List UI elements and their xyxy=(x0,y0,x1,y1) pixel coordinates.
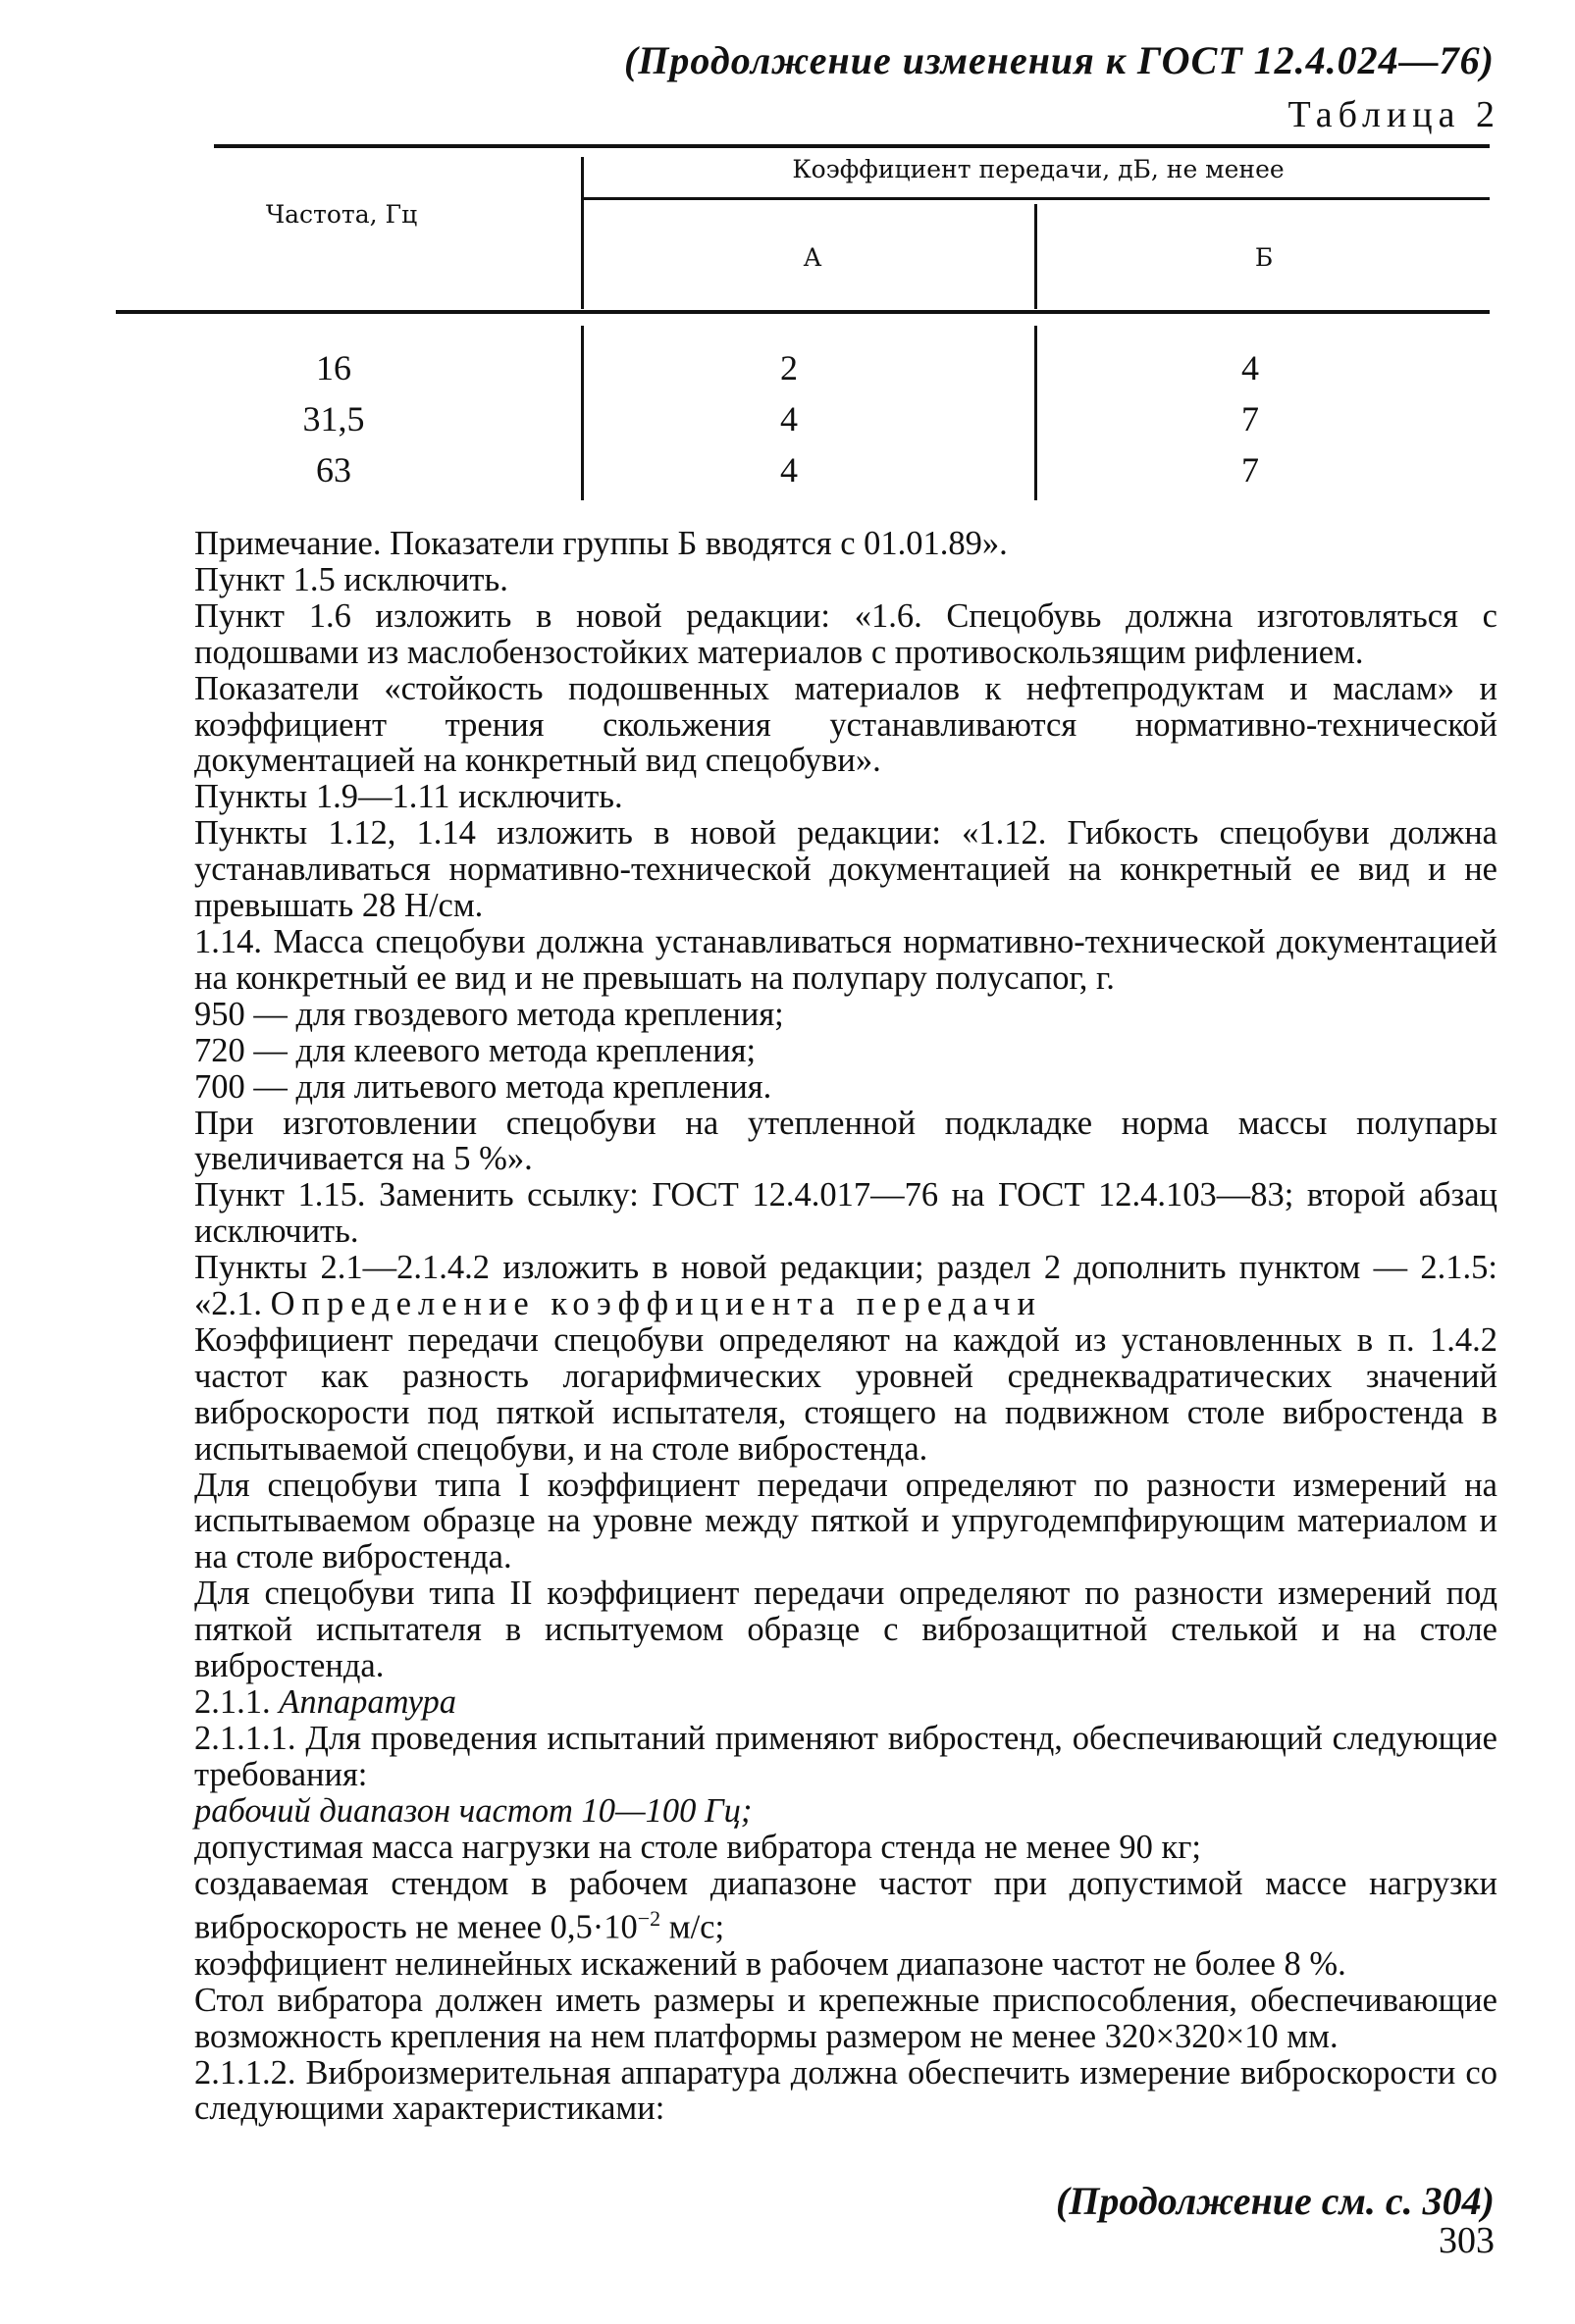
row-1-a: 2 xyxy=(780,348,798,387)
section-heading-transfer: Определение коэффициента передачи xyxy=(270,1285,1042,1323)
section-heading-apparatus: Аппаратура xyxy=(279,1683,456,1721)
paragraph-2-1-1 xyxy=(194,1684,1497,1721)
continuation-header: (Продолжение изменения к ГОСТ 12.4.024—76) xyxy=(623,38,1495,82)
table-col-divider-2-body xyxy=(1034,326,1037,500)
header-col-b: Б xyxy=(1254,243,1274,272)
paragraph-p1-12: Пункты 1.12, 1.14 изложить в новой редакции: «1.12. Гибкость спецобуви должна устанавливаться нормативно-технической документацией на конкретный ее вид и не превышать 28 Н/см. xyxy=(194,814,1497,925)
row-1-b: 4 xyxy=(1241,348,1259,387)
section-number-2-1-1: 2.1.1. xyxy=(194,1683,271,1721)
list-item-720: 720 — для клеевого метода крепления; xyxy=(194,1031,757,1069)
paragraph-p1-14: 1.14. Масса спецобуви должна устанавливаться нормативно-технической документацией на конкретный ее вид и не превышать на полупару полусапог, г. xyxy=(194,922,1497,997)
paragraph-insulated: При изготовлении спецобуви на утепленной подкладке норма массы полупары увеличивается на 5 %». xyxy=(194,1104,1497,1178)
row-2-frequency: 31,5 xyxy=(302,399,365,439)
paragraph-p1-6: Пункт 1.6 изложить в новой редакции: «1.6. Спецобувь должна изготовляться с подошвами из маслобензостойких материалов с противоскользящим рифлением. xyxy=(194,596,1497,671)
table-header-inner-rule xyxy=(581,197,1490,200)
vibration-velocity-text: создаваемая стендом в рабочем диапазоне частот при допустимой массе нагрузки виброскорость не менее 0,5·10 xyxy=(194,1864,1497,1946)
paragraph-table-size: Стол вибратора должен иметь размеры и крепежные приспособления, обеспечивающие возможность крепления на нем платформы размером не менее 320×320×10 мм. xyxy=(194,1981,1497,2055)
list-item-700: 700 — для литьевого метода крепления. xyxy=(194,1067,772,1106)
exponent: −2 xyxy=(637,1906,661,1932)
list-item-load-mass: допустимая масса нагрузки на столе вибратора стенда не менее 90 кг; xyxy=(194,1828,1201,1866)
paragraph-p2-1 xyxy=(194,1250,1497,1322)
paragraph-2-1-1-2: 2.1.1.2. Виброизмерительная аппаратура должна обеспечить измерение виброскорости со следующими характеристиками: xyxy=(194,2053,1497,2128)
paragraph-p1-9: Пункты 1.9—1.11 исключить. xyxy=(194,778,623,816)
list-item-950: 950 — для гвоздевого метода крепления; xyxy=(194,995,784,1033)
body-text xyxy=(194,526,1497,2127)
table-top-rule xyxy=(214,144,1490,148)
list-item-frequency-range: рабочий диапазон частот 10—100 Гц; xyxy=(194,1791,753,1830)
header-col-a: А xyxy=(803,243,822,272)
table-col-divider-2 xyxy=(1034,204,1037,309)
list-item-nonlinear: коэффициент нелинейных искажений в рабочем диапазоне частот не более 8 %. xyxy=(194,1944,1346,1983)
row-3-a: 4 xyxy=(780,450,798,490)
continuation-footer: (Продолжение см. с. 304) xyxy=(1055,2179,1495,2223)
paragraph-p1-15: Пункт 1.15. Заменить ссылку: ГОСТ 12.4.017—76 на ГОСТ 12.4.103—83; второй абзац исключить. xyxy=(194,1176,1497,1251)
note-paragraph: Примечание. Показатели группы Б вводятся с 01.01.89». xyxy=(194,525,1008,562)
list-item-vibration-velocity xyxy=(194,1866,1497,1946)
p2-1-text: Пункты 2.1—2.1.4.2 изложить в новой редакции; раздел 2 дополнить пунктом — 2.1.5: «2.1. xyxy=(194,1249,1497,1323)
table-col-divider-1-body xyxy=(581,326,584,500)
row-3-frequency: 63 xyxy=(316,450,351,490)
table-label: Таблица 2 xyxy=(1287,94,1500,135)
paragraph-type-1: Для спецобуви типа I коэффициент передачи определяют по разности измерений на испытываемом образце на уровне между пяткой и упругодемпфирующим материалом и на столе вибростенда. xyxy=(194,1466,1497,1576)
paragraph-indicators: Показатели «стойкость подошвенных материалов к нефтепродуктам и маслам» и коэффициент трения скольжения устанавливаются нормативно-технической документацией на конкретный вид спецобуви». xyxy=(194,669,1497,780)
paragraph-p1-5: Пункт 1.5 исключить. xyxy=(194,560,508,598)
row-2-a: 4 xyxy=(780,399,798,439)
header-coefficient: Коэффициент передачи, дБ, не менее xyxy=(792,155,1285,183)
row-1-frequency: 16 xyxy=(316,348,351,387)
row-2-b: 7 xyxy=(1241,399,1259,439)
paragraph-transfer-definition: Коэффициент передачи спецобуви определяют на каждой из установленных в п. 1.4.2 частот как разность логарифмических уровней среднеквадратических значений виброскорости под пяткой испытателя, стоящего на подвижном столе вибростенда в испытываемой спецобуви, и на столе вибростенда. xyxy=(194,1320,1497,1468)
page-number: 303 xyxy=(1439,2220,1495,2261)
row-3-b: 7 xyxy=(1241,450,1259,490)
table-header-bottom-rule xyxy=(116,310,1490,314)
data-table xyxy=(116,139,1490,512)
table-col-divider-1 xyxy=(581,157,584,309)
header-frequency: Частота, Гц xyxy=(265,200,418,229)
paragraph-2-1-1-1: 2.1.1.1. Для проведения испытаний применяют вибростенд, обеспечивающий следующие требования: xyxy=(194,1719,1497,1793)
paragraph-type-2: Для спецобуви типа II коэффициент передачи определяют по разности измерений под пяткой испытателя в испытуемом образце с виброзащитной стелькой и на столе вибростенда. xyxy=(194,1575,1497,1685)
vibration-velocity-unit: м/с; xyxy=(660,1908,725,1946)
